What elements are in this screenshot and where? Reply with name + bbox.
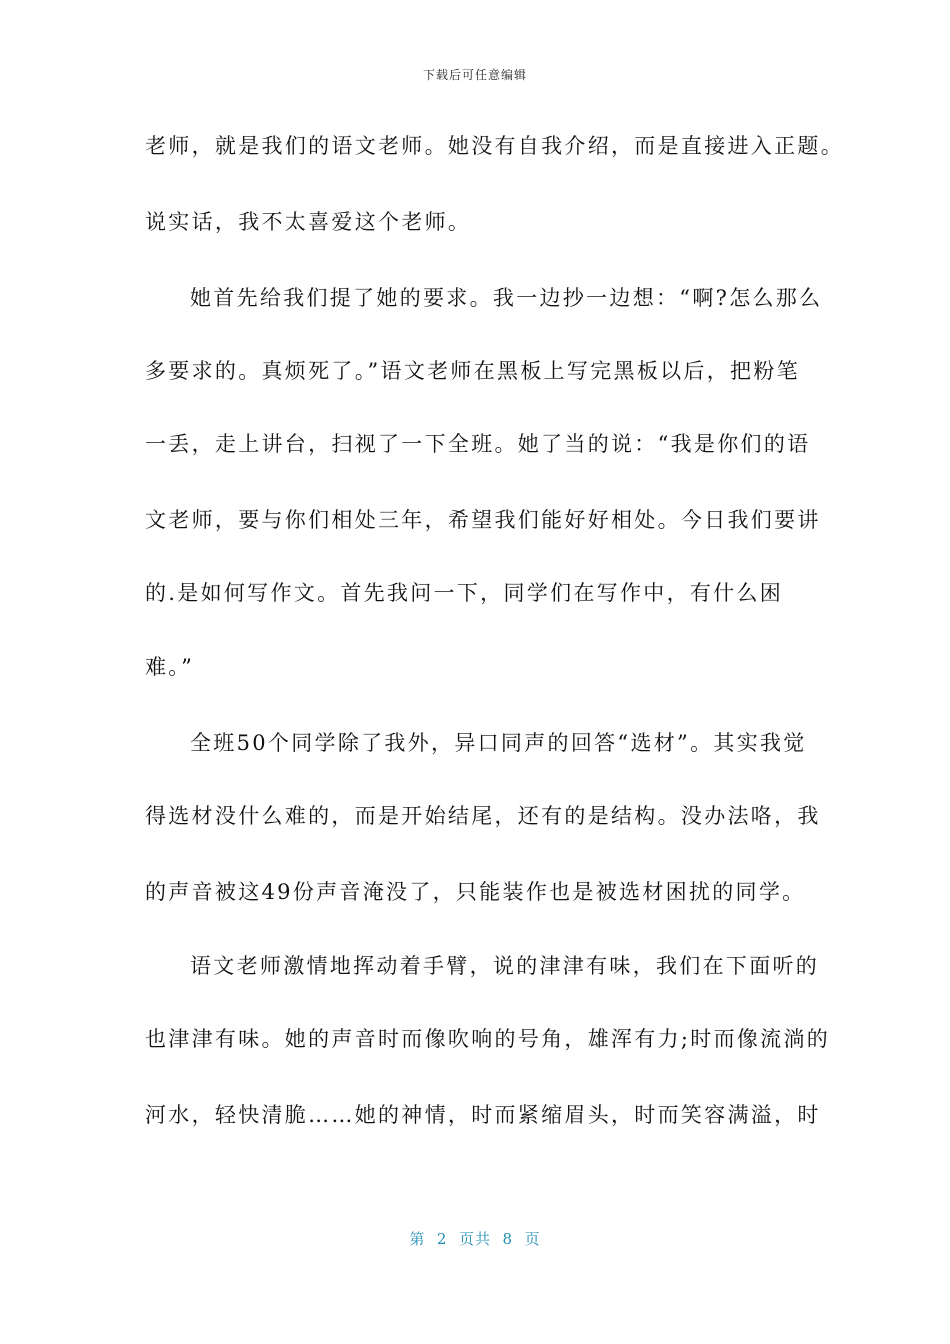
paragraph-line: 多要求的。真烦死了。”语文老师在黑板上写完黑板以后，把粉笔	[145, 359, 800, 383]
paragraph-line: 文老师，要与你们相处三年，希望我们能好好相处。今日我们要讲	[145, 508, 821, 532]
paragraph-line: 语文老师激情地挥动着手臂，说的津津有味，我们在下面听的	[190, 954, 820, 978]
paragraph-line: 的声音被这49份声音淹没了，只能装作也是被选材困扰的同学。	[145, 880, 806, 904]
paragraph-line: 得选材没什么难的，而是开始结尾，还有的是结构。没办法咯，我	[145, 804, 821, 828]
paragraph-line: 她首先给我们提了她的要求。我一边抄一边想：“啊?怎么那么	[190, 286, 823, 310]
paragraph-line: 也津津有味。她的声音时而像吹响的号角，雄浑有力;时而像流淌的	[145, 1027, 831, 1051]
paragraph-line: 说实话，我不太喜爱这个老师。	[145, 210, 472, 234]
paragraph-line: 老师，就是我们的语文老师。她没有自我介绍，而是直接进入正题。	[145, 134, 844, 158]
page-number-footer: 第 2 页共 8 页	[409, 1230, 541, 1248]
header-note: 下载后可任意编辑	[422, 68, 527, 82]
paragraph-line: 一丢，走上讲台，扫视了一下全班。她了当的说：“我是你们的语	[145, 432, 811, 456]
paragraph-line: 难。”	[145, 655, 195, 679]
paragraph-line: 的.是如何写作文。首先我问一下，同学们在写作中，有什么困	[145, 581, 784, 605]
paragraph-line: 河水，轻快清脆……她的神情，时而紧缩眉头，时而笑容满溢，时	[145, 1103, 821, 1127]
paragraph-line: 全班50个同学除了我外，异口同声的回答“选材”。其实我觉	[190, 731, 807, 755]
